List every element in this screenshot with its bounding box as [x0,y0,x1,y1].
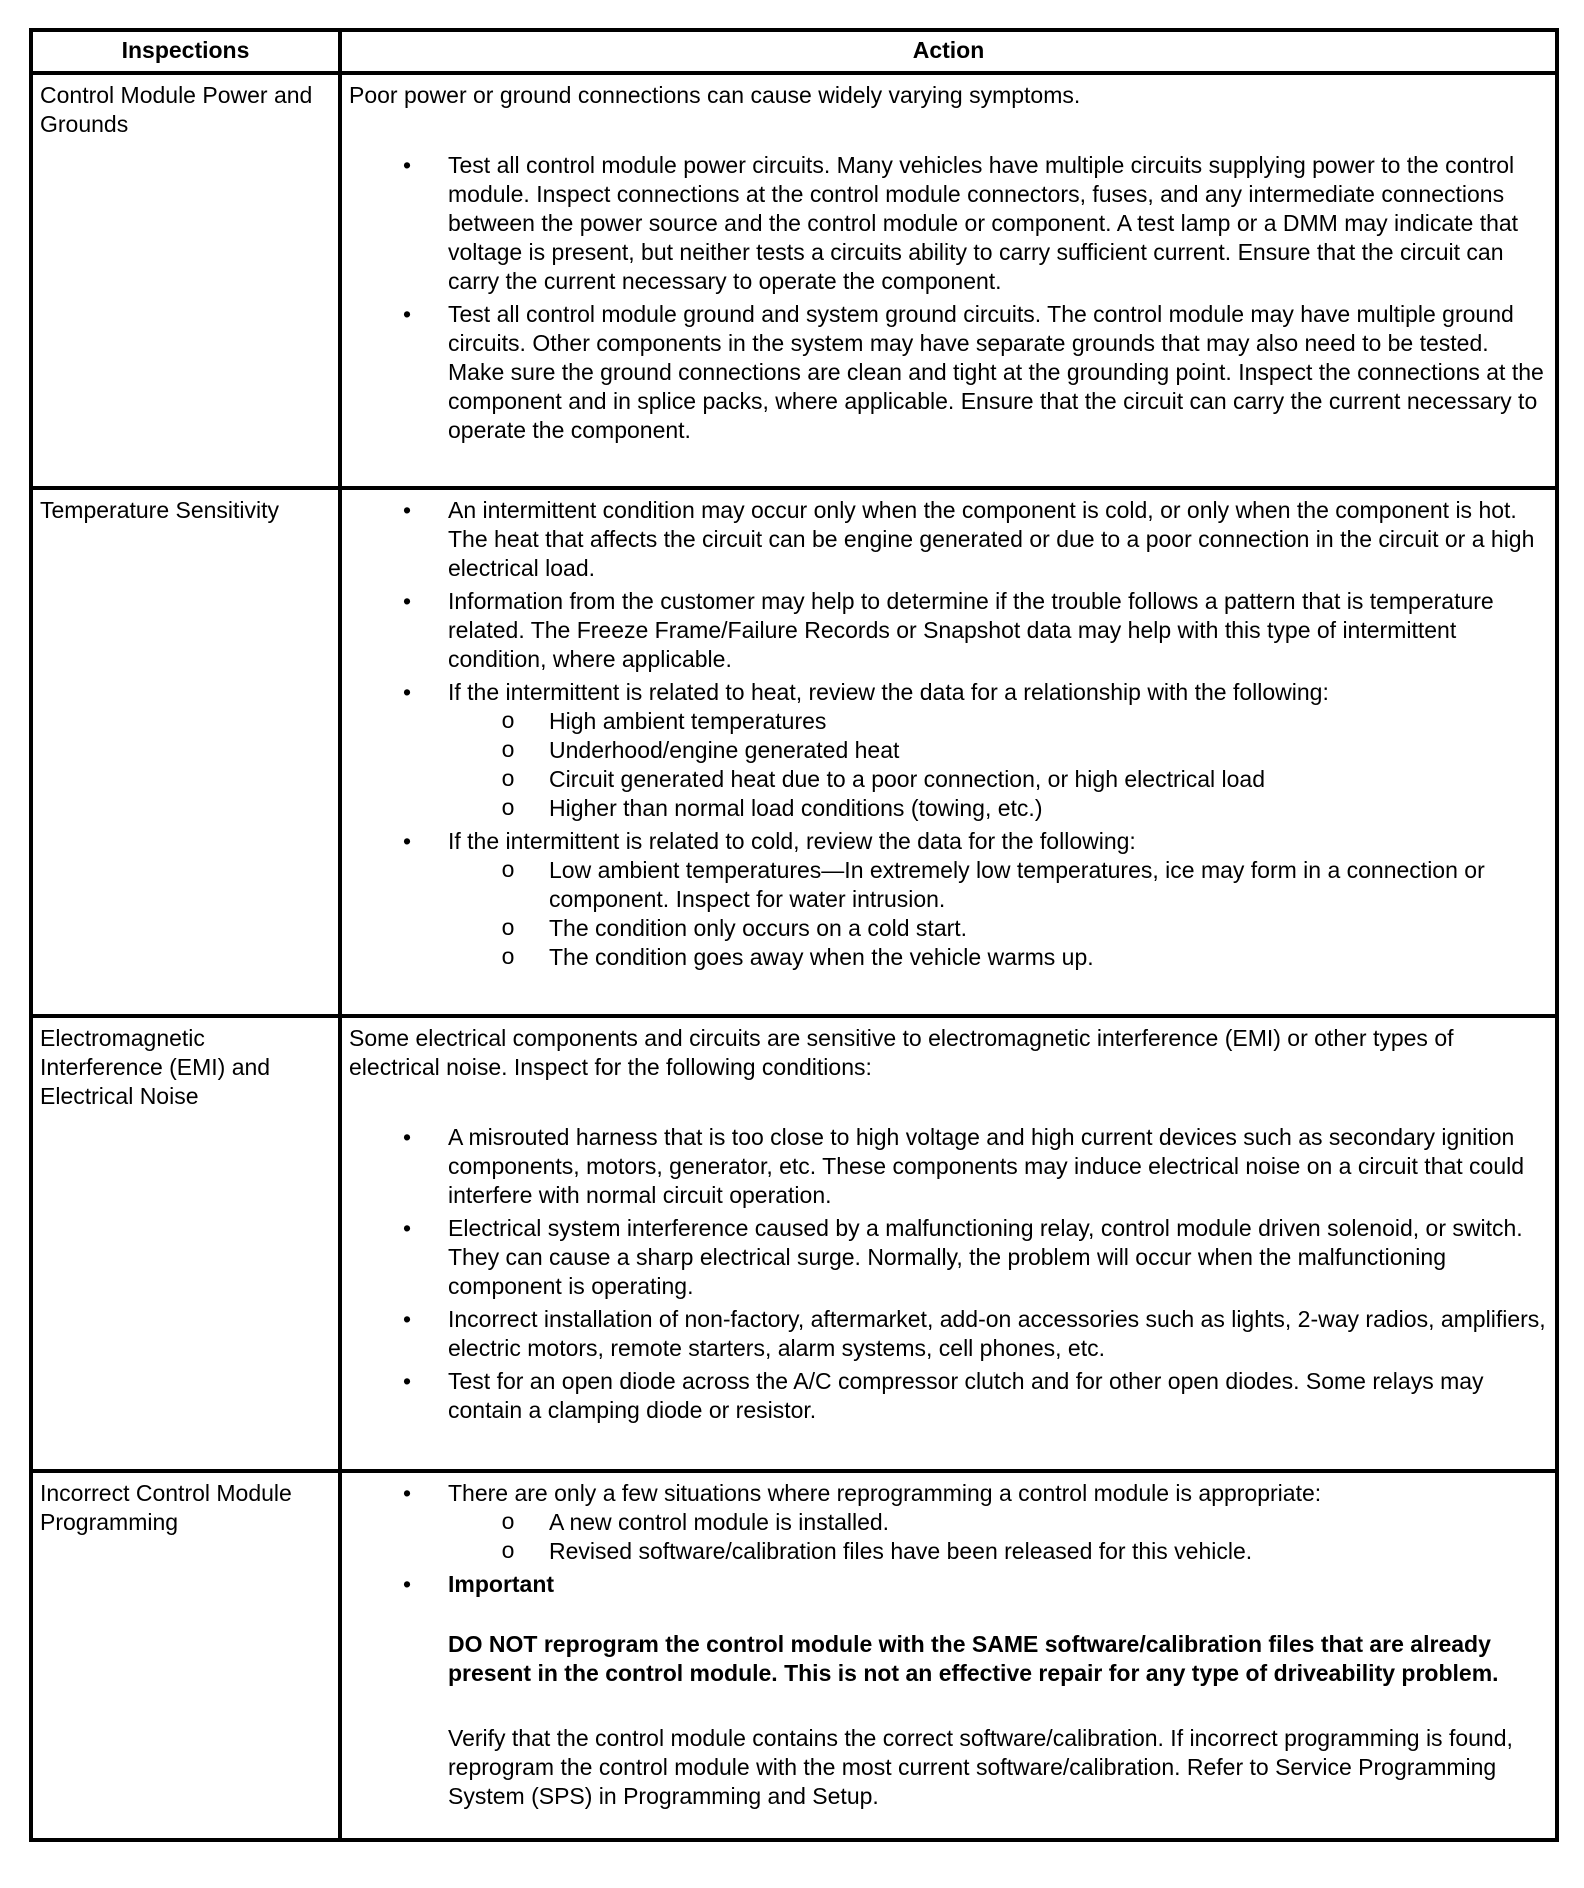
bullet-text: Electrical system interference caused by a malfunctioning relay, control module driven solenoid, or switch. They can cause a sharp electrical surge. Normally, the problem will occur when the malfunctioning component is operating. [448,1215,1523,1299]
list-item [349,1305,1549,1363]
header-inspections: Inspections [31,30,340,73]
list-item [349,587,1549,674]
table-row [31,73,1557,488]
bullet-text: Incorrect installation of non-factory, aftermarket, add-on accessories such as lights, 2-way radios, amplifiers, electric motors, remote starters, alarm systems, cell phones, etc. [448,1306,1546,1361]
inspection-cell: Incorrect Control Module Programming [31,1471,340,1840]
verify-text: Verify that the control module contains the correct software/calibration. If incorrect programming is found, reprogram the control module with the most current software/calibration. Refer to Service Programming System (SPS) in Programming and Setup. [448,1725,1513,1809]
bullet-list [349,1479,1549,1811]
list-item [349,151,1549,296]
sub-bullet-icon: o [501,765,515,791]
inspection-cell: Electromagnetic Interference (EMI) and Electrical Noise [31,1016,340,1471]
bullet-list [349,496,1549,972]
sub-list-item [349,707,1549,736]
bullet-text: If the intermittent is related to heat, review the data for a relationship with the following: [448,679,1329,705]
sub-bullet-text: Circuit generated heat due to a poor connection, or high electrical load [549,766,1266,792]
sub-bullet-icon: o [501,856,515,882]
sub-bullet-text: The condition only occurs on a cold start. [549,915,968,941]
sub-list-item [349,1508,1549,1537]
list-item [349,1123,1549,1210]
bullet-icon: • [402,1124,412,1150]
action-cell [340,1471,1557,1840]
action-intro: Some electrical components and circuits are sensitive to electromagnetic interference (EMI) or other types of electrical noise. Inspect for the following conditions: [349,1025,1454,1080]
list-item [349,1214,1549,1301]
inspection-cell: Temperature Sensitivity [31,488,340,1016]
sub-bullet-text: Underhood/engine generated heat [549,737,900,763]
bullet-icon: • [402,1306,412,1332]
sub-list-item [349,736,1549,765]
list-item [349,827,1549,972]
header-row [31,30,1557,73]
sub-bullet-text: The condition goes away when the vehicle warms up. [549,944,1094,970]
sub-bullet-icon: o [501,1508,515,1534]
bullet-text: There are only a few situations where reprogramming a control module is appropriate: [448,1480,1322,1506]
action-cell [340,73,1557,488]
action-intro: Poor power or ground connections can cause widely varying symptoms. [349,82,1081,108]
bullet-text: If the intermittent is related to cold, review the data for the following: [448,828,1136,854]
sub-bullet-text: Revised software/calibration files have been released for this vehicle. [549,1538,1253,1564]
list-item [349,1570,1549,1811]
sub-bullet-icon: o [501,736,515,762]
table-row [31,1016,1557,1471]
bullet-icon: • [402,679,412,705]
sub-list-item [349,943,1549,972]
bullet-text: Information from the customer may help to determine if the trouble follows a pattern that is temperature related. The Freeze Frame/Failure Records or Snapshot data may help with this type of intermittent condition, where applicable. [448,588,1494,672]
table-row [31,488,1557,1016]
bullet-list [349,151,1549,445]
list-item [349,496,1549,583]
sub-list-item [349,794,1549,823]
inspection-cell: Control Module Power and Grounds [31,73,340,488]
sub-bullet-text: Low ambient temperatures—In extremely low temperatures, ice may form in a connection or component. Inspect for water intrusion. [549,857,1485,912]
list-item [349,1479,1549,1566]
sub-list-item [349,765,1549,794]
sub-list-item [349,1537,1549,1566]
bullet-icon: • [402,152,412,178]
bullet-text: Test all control module ground and system ground circuits. The control module may have multiple ground circuits. Other components in the system may have separate grounds that may also need to be tested. Make sure the ground connections are clean and tight at the grounding point. Inspect the connections at the component and in splice packs, where applicable. Ensure that the circuit can carry the current necessary to operate the component. [448,301,1544,443]
sub-list [448,1508,1549,1566]
sub-bullet-text: Higher than normal load conditions (towing, etc.) [549,795,1043,821]
bullet-text: A misrouted harness that is too close to high voltage and high current devices such as secondary ignition components, motors, generator, etc. These components may induce electrical noise on a circuit that could interfere with normal circuit operation. [448,1124,1525,1208]
sub-list-item [349,914,1549,943]
important-note: DO NOT reprogram the control module with the SAME software/calibration files that are already present in the control module. This is not an effective repair for any type of driveability problem. [448,1631,1499,1686]
table-row [31,1471,1557,1840]
bullet-icon: • [402,828,412,854]
sub-bullet-icon: o [501,943,515,969]
bullet-text: An intermittent condition may occur only when the component is cold, or only when the component is hot. The heat that affects the circuit can be engine generated or due to a poor connection in the circuit or a high electrical load. [448,497,1535,581]
sub-bullet-icon: o [501,914,515,940]
bullet-list [349,1123,1549,1425]
bullet-icon: • [402,497,412,523]
inspection-table [29,28,1559,1842]
bullet-icon: • [402,1571,412,1597]
important-label: Important [448,1571,555,1597]
bullet-icon: • [402,1368,412,1394]
bullet-text: Test for an open diode across the A/C compressor clutch and for other open diodes. Some relays may contain a clamping diode or resistor. [448,1368,1484,1423]
sub-list [448,856,1549,972]
action-cell [340,488,1557,1016]
bullet-icon: • [402,588,412,614]
bullet-icon: • [402,1480,412,1506]
sub-bullet-icon: o [501,794,515,820]
bullet-icon: • [402,301,412,327]
list-item [349,678,1549,823]
action-cell [340,1016,1557,1471]
sub-list-item [349,856,1549,914]
list-item [349,1367,1549,1425]
bullet-icon: • [402,1215,412,1241]
sub-bullet-icon: o [501,707,515,733]
bullet-text: Test all control module power circuits. Many vehicles have multiple circuits supplying power to the control module. Inspect connections at the control module connectors, fuses, and any intermediate connections between the power source and the control module or component. A test lamp or a DMM may indicate that voltage is present, but neither tests a circuits ability to carry sufficient current. Ensure that the circuit can carry the current necessary to operate the component. [448,152,1519,294]
list-item [349,300,1549,445]
sub-bullet-text: A new control module is installed. [549,1509,890,1535]
sub-bullet-icon: o [501,1537,515,1563]
sub-list [448,707,1549,823]
header-action: Action [340,30,1557,73]
sub-bullet-text: High ambient temperatures [549,708,827,734]
